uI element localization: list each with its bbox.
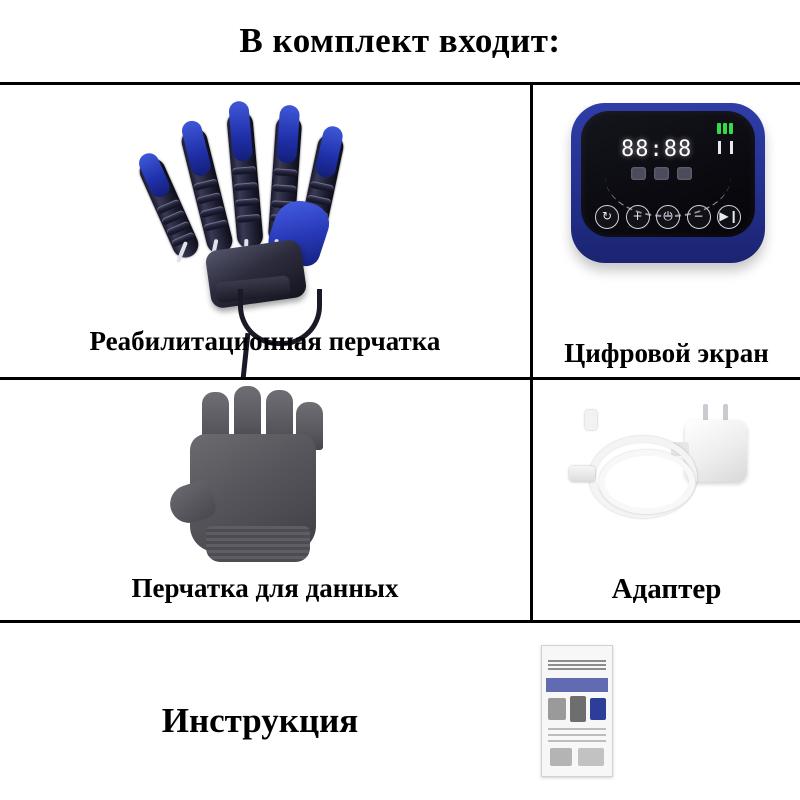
fabric-glove-icon bbox=[168, 388, 368, 568]
header bbox=[0, 0, 800, 82]
cable-adapter-connector bbox=[569, 466, 595, 482]
play-pause-button-icon[interactable]: ▶❙ bbox=[717, 205, 741, 229]
usb-cable-loop-inner bbox=[599, 450, 695, 514]
usb-cable-connector bbox=[585, 410, 597, 430]
item-adapter bbox=[533, 380, 800, 620]
caption-adapter: Адаптер bbox=[611, 573, 722, 605]
power-button-icon[interactable]: ⏻ bbox=[656, 205, 680, 229]
caption-digital-screen: Цифровой экран bbox=[564, 337, 769, 368]
device-button-row bbox=[595, 205, 741, 229]
minus-button-icon[interactable]: − bbox=[687, 205, 711, 229]
item-manual bbox=[0, 623, 800, 800]
item-data-glove bbox=[0, 380, 530, 620]
item-digital-screen bbox=[533, 85, 800, 377]
robotic-glove-icon bbox=[120, 93, 410, 323]
device-screen-face bbox=[581, 111, 755, 237]
caption-rehabilitation-glove: Реабилитационная перчатка bbox=[89, 326, 441, 356]
plus-button-icon[interactable]: + bbox=[626, 205, 650, 229]
usb-adapter-icon bbox=[533, 380, 800, 550]
cycle-button-icon[interactable]: ↻ bbox=[595, 205, 619, 229]
page-title: В комплект входит: bbox=[239, 21, 561, 60]
controller-device-icon bbox=[571, 103, 765, 263]
item-rehabilitation-glove bbox=[0, 85, 530, 377]
pause-icon bbox=[718, 141, 733, 154]
caption-manual: Инструкция bbox=[161, 701, 359, 740]
battery-indicator-icon bbox=[717, 123, 733, 134]
lcd-timer-value: 88:88 bbox=[621, 137, 693, 162]
manual-booklet-icon bbox=[541, 645, 613, 777]
caption-data-glove: Перчатка для данных bbox=[131, 573, 399, 603]
